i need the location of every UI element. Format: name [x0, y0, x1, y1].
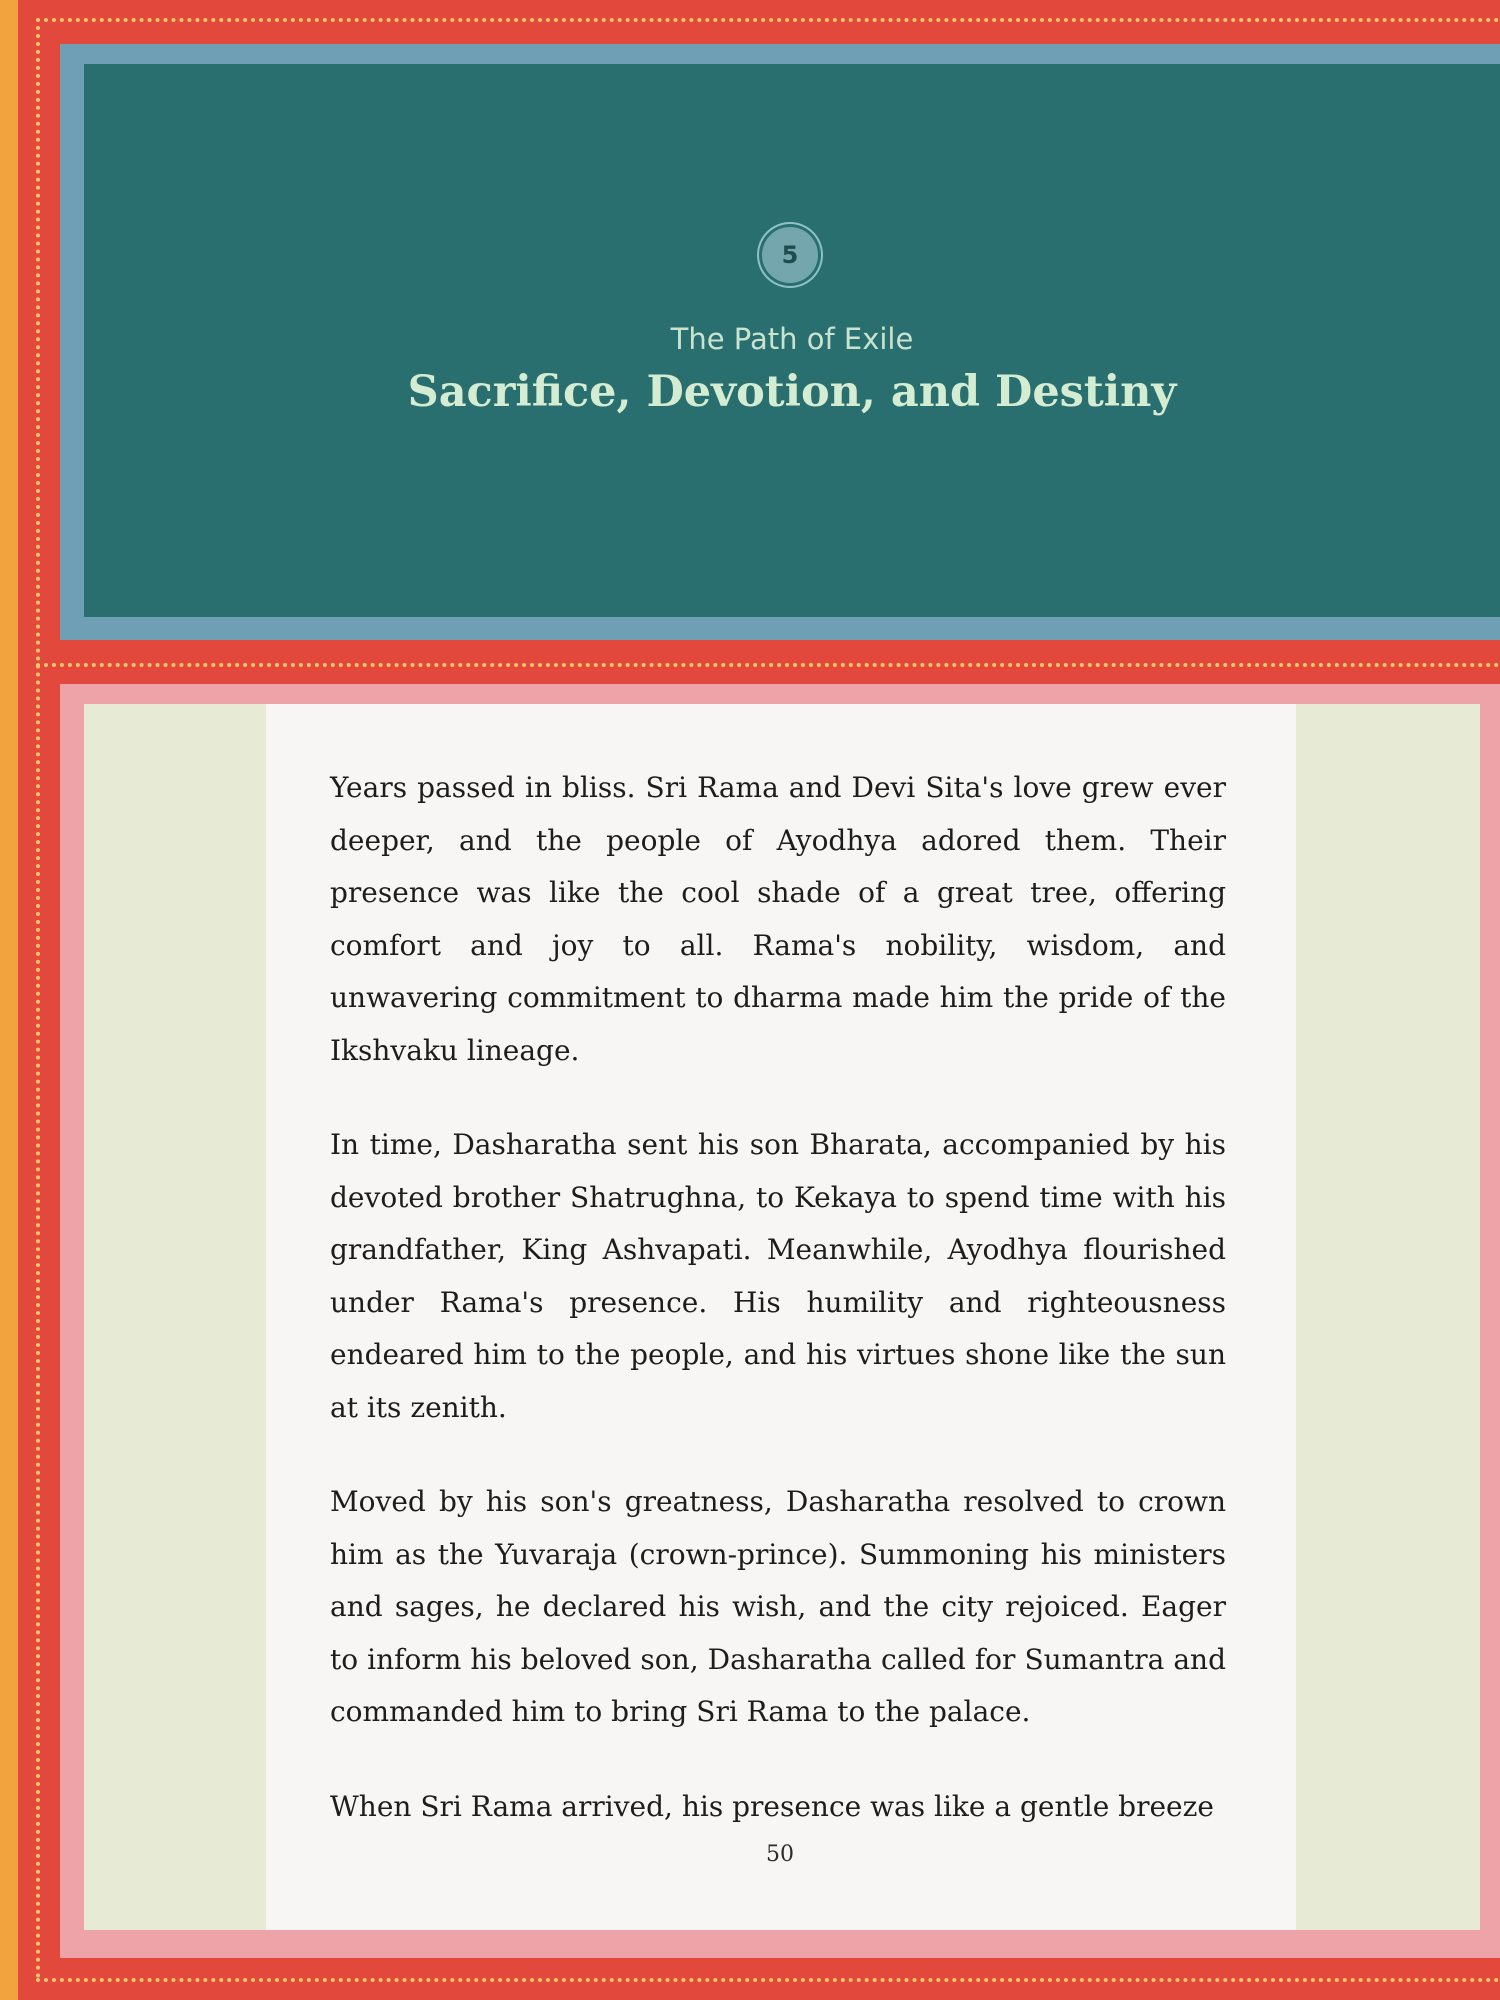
chapter-title: Sacrifice, Devotion, and Destiny	[407, 367, 1177, 417]
chapter-number-badge: 5	[762, 227, 818, 283]
chapter-subtitle: The Path of Exile	[670, 322, 914, 356]
page-number: 50	[766, 1842, 794, 1867]
story-text	[330, 762, 1226, 1875]
bottom-dotted-border	[36, 1978, 1500, 1982]
paragraph: Years passed in bliss. Sri Rama and Devi Sita's love grew ever deeper, and the people of Ayodhya adored them. Their presence was like the cool shade of a great tree, offering comfort and joy to all. Rama's nobility, wisdom, and unwavering commitment to dharma made him the pride of the Ikshvaku lineage.	[330, 771, 1226, 1067]
paragraph: Moved by his son's greatness, Dasharatha resolved to crown him as the Yuvaraja (crown-prince). Summoning his ministers and sages, he declared his wish, and the city rejoiced. Eager to inform his beloved son, Dasharatha called for Sumantra and commanded him to bring Sri Rama to the palace.	[330, 1485, 1226, 1728]
paragraph: When Sri Rama arrived, his presence was like a gentle breeze	[330, 1789, 1214, 1823]
left-dotted-border	[36, 18, 40, 1980]
paragraph: In time, Dasharatha sent his son Bharata, accompanied by his devoted brother Shatrughna, to Kekaya to spend time with his grandfather, King Ashvapati. Meanwhile, Ayodhya flourished under Rama's presence. His humility and righteousness endeared him to the people, and his virtues shone like the sun at its zenith.	[330, 1128, 1226, 1424]
top-dotted-border	[36, 18, 1500, 22]
middle-dotted-border	[36, 663, 1500, 667]
